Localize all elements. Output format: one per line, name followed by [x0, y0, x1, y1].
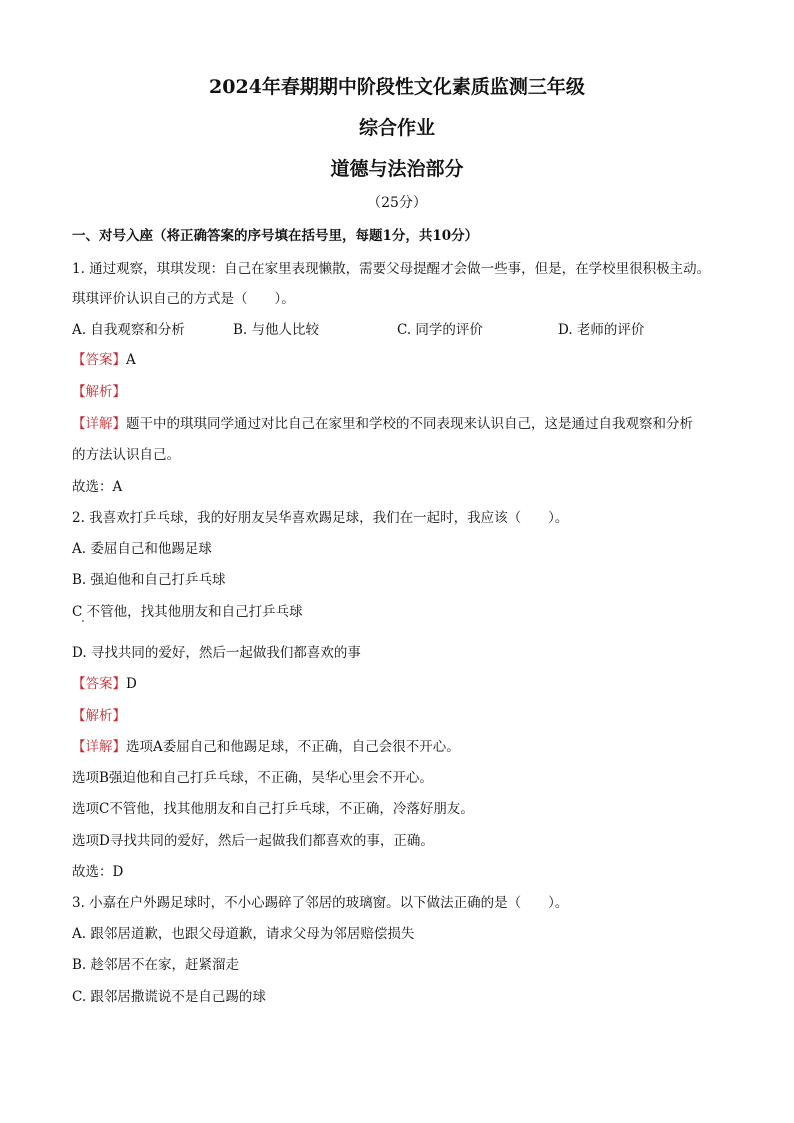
q2-detail-line4: 选项D寻找共同的爱好，然后一起做我们都喜欢的事，正确。: [72, 833, 434, 849]
answer-label: 【答案】: [72, 676, 126, 692]
document-subtitle: 综合作业: [358, 117, 435, 139]
q1-analysis: [72, 380, 126, 400]
q2-option-a: A. 委屈自己和他踢足球: [72, 541, 212, 557]
answer-value: D: [126, 676, 137, 692]
q1-option-b: B. 与他人比较: [233, 322, 320, 338]
q2-option-d: D. 寻找共同的爱好，然后一起做我们都喜欢的事: [72, 645, 361, 661]
score-label: （25分）: [367, 195, 427, 211]
analysis-label: 【解析】: [72, 708, 126, 724]
q2-detail-line1: [72, 735, 460, 755]
detail-text: 选项A委屈自己和他踢足球，不正确，自己会很不开心。: [126, 739, 460, 755]
answer-label: 【答案】: [72, 352, 126, 368]
q1-choose: 故选：A: [72, 479, 123, 495]
q1-option-a: A. 自我观察和分析: [72, 322, 185, 338]
answer-value: A: [126, 352, 136, 368]
q1-detail-line1: [72, 412, 693, 432]
detail-label: 【详解】: [72, 416, 126, 432]
q1-stem-line2: 琪琪评价认识自己的方式是（ ）。: [72, 291, 295, 307]
q2-analysis: [72, 704, 126, 724]
q3-option-b: B. 趁邻居不在家，赶紧溜走: [72, 957, 240, 973]
q1-answer: [72, 348, 136, 368]
q1-detail-line2: 的方法认识自己。: [72, 447, 180, 463]
q3-option-c: C. 跟邻居撒谎说不是自己踢的球: [72, 989, 266, 1005]
q2-option-c: C 不管他，找其他朋友和自己打乒乓球: [72, 604, 303, 620]
q2-choose: 故选：D: [72, 864, 124, 880]
detail-label: 【详解】: [72, 739, 126, 755]
detail-text: 题干中的琪琪同学通过对比自己在家里和学校的不同表现来认识自己，这是通过自我观察和分析: [126, 416, 693, 432]
q1-stem-line1: 1. 通过观察，琪琪发现：自己在家里表现懒散，需要父母提醒才会做一些事，但是，在学校里很积极主动。: [72, 261, 711, 277]
analysis-label: 【解析】: [72, 384, 126, 400]
document-title: 2024年春期期中阶段性文化素质监测三年级: [209, 76, 585, 98]
q1-option-c: C. 同学的评价: [397, 322, 483, 338]
q2-stem: 2. 我喜欢打乒乓球，我的好朋友吴华喜欢踢足球，我们在一起时，我应该（ ）。: [72, 510, 569, 526]
stray-dot: [82, 620, 84, 622]
q2-detail-line2: 选项B强迫他和自己打乒乓球，不正确，吴华心里会不开心。: [72, 770, 433, 786]
q3-stem: 3. 小嘉在户外踢足球时，不小心踢碎了邻居的玻璃窗。以下做法正确的是（ ）。: [72, 895, 569, 911]
q1-option-d: D. 老师的评价: [558, 322, 645, 338]
q2-answer: [72, 672, 137, 692]
q3-option-a: A. 跟邻居道歉，也跟父母道歉，请求父母为邻居赔偿损失: [72, 926, 415, 942]
q2-detail-line3: 选项C不管他，找其他朋友和自己打乒乓球，不正确，冷落好朋友。: [72, 801, 474, 817]
section1-heading: 一、对号入座（将正确答案的序号填在括号里，每题1分，共10分）: [72, 228, 479, 244]
q2-option-b: B. 强迫他和自己打乒乓球: [72, 572, 226, 588]
section-title: 道德与法治部分: [330, 158, 464, 180]
